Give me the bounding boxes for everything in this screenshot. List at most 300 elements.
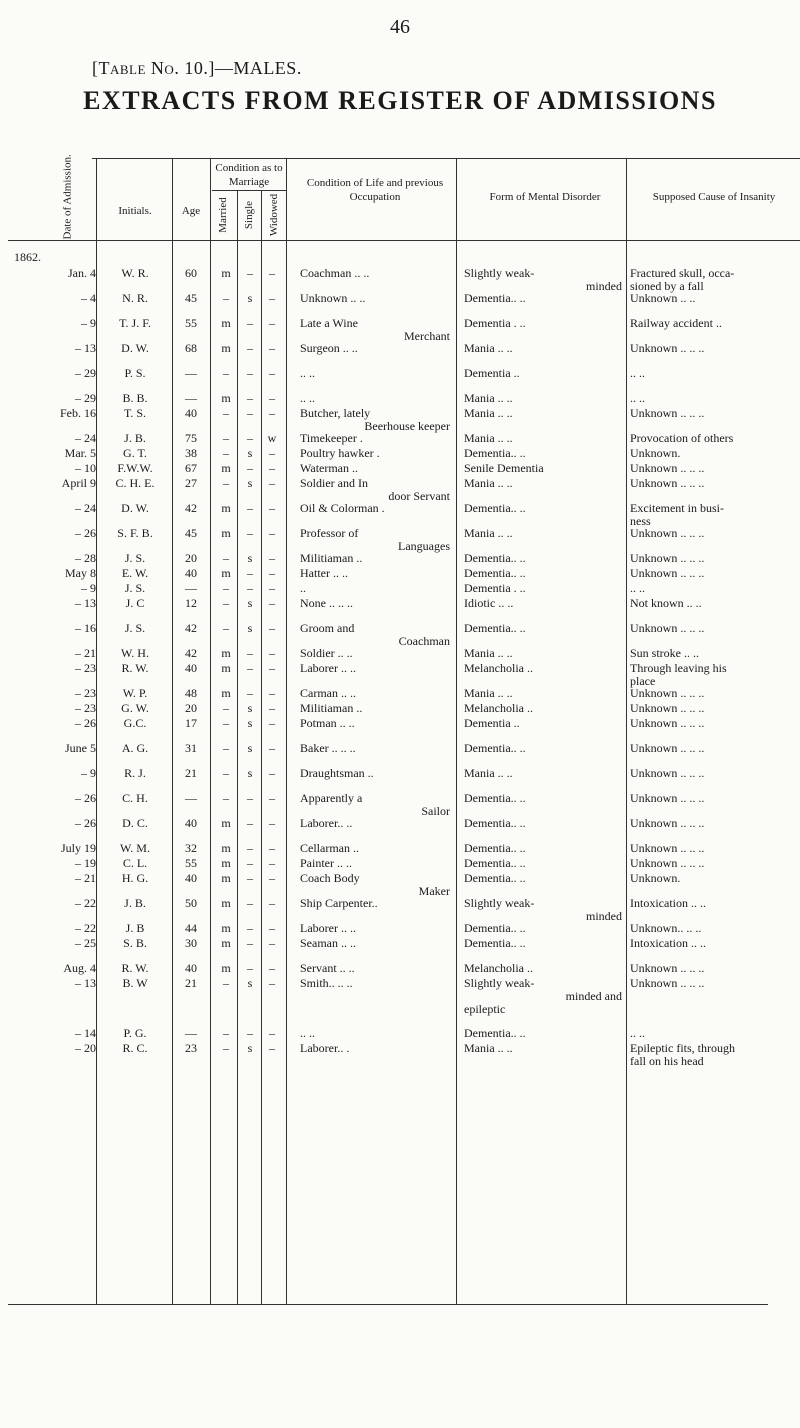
initials-cell: C. L. (122, 856, 148, 870)
admission-date: – 26 (75, 816, 96, 830)
form-cell: Senile Dementia (464, 461, 544, 475)
initials-cell: J. C (125, 596, 145, 610)
single-cell: – (247, 841, 253, 855)
occupation-cont-cell: Maker (418, 884, 450, 898)
initials-cell: D. C. (122, 816, 148, 830)
occupation-cont-cell: door Servant (388, 489, 450, 503)
admission-date: – 22 (75, 896, 96, 910)
occupation-cell: Butcher, lately (300, 406, 371, 420)
initials-cell: B. B. (122, 391, 148, 405)
year-label: 1862. (14, 250, 41, 264)
header-bottom-rule (8, 240, 800, 241)
occupation-cell: None .. .. .. (300, 596, 353, 610)
single-cell: – (247, 501, 253, 515)
married-cell: m (221, 566, 231, 580)
form-cell: Dementia.. .. (464, 936, 526, 950)
married-cell: – (223, 291, 229, 305)
form-cell: Dementia.. .. (464, 871, 526, 885)
married-cell: m (221, 896, 231, 910)
age-cell: 31 (185, 741, 197, 755)
initials-cell: J. B. (124, 896, 146, 910)
admission-date: – 16 (75, 621, 96, 635)
married-cell: – (223, 1041, 229, 1055)
widowed-cell: w (267, 431, 277, 445)
form-cell: Dementia.. .. (464, 921, 526, 935)
widowed-cell: – (269, 741, 275, 755)
occupation-cell: Professor of (300, 526, 359, 540)
married-cell: m (221, 936, 231, 950)
admission-date: – 20 (75, 1041, 96, 1055)
admission-date: – 25 (75, 936, 96, 950)
form-cell: Dementia.. .. (464, 816, 526, 830)
initials-cell: P. S. (124, 366, 146, 380)
form-cell: Mania .. .. (464, 1041, 513, 1055)
married-cell: m (221, 816, 231, 830)
single-cell: s (247, 701, 253, 715)
cause-cell: Unknown .. .. .. (630, 526, 705, 540)
single-cell: – (247, 341, 253, 355)
married-cell: m (221, 686, 231, 700)
cause-cell: Unknown .. .. .. (630, 621, 705, 635)
form-cell: Mania .. .. (464, 406, 513, 420)
widowed-cell: – (269, 551, 275, 565)
married-cell: – (223, 581, 229, 595)
single-cell: – (247, 936, 253, 950)
widowed-cell: – (269, 716, 275, 730)
single-cell: s (247, 976, 253, 990)
initials-cell: A. G. (121, 741, 149, 755)
married-cell: – (223, 596, 229, 610)
married-cell: – (223, 716, 229, 730)
cause-cell: Unknown .. .. .. (630, 476, 705, 490)
cause-cell: Unknown .. .. .. (630, 961, 705, 975)
initials-cell: W. H. (121, 646, 149, 660)
widowed-cell: – (269, 791, 275, 805)
occupation-cell: Baker .. .. .. (300, 741, 356, 755)
admission-date: April 9 (61, 476, 96, 490)
single-cell: – (247, 961, 253, 975)
widowed-cell: – (269, 896, 275, 910)
married-cell: m (221, 661, 231, 675)
admission-date: – 23 (75, 701, 96, 715)
married-cell: m (221, 341, 231, 355)
widowed-cell: – (269, 266, 275, 280)
widowed-cell: – (269, 581, 275, 595)
cause-cell: Unknown .. .. .. (630, 551, 705, 565)
age-cell: 21 (185, 766, 197, 780)
cause-cell: Through leaving his (630, 661, 727, 675)
single-cell: – (247, 366, 253, 380)
header-initials: Initials. (118, 205, 152, 217)
initials-cell: C. H. E. (115, 476, 155, 490)
initials-cell: G.C. (123, 716, 147, 730)
admission-date: July 19 (60, 841, 96, 855)
initials-cell: R. C. (122, 1041, 148, 1055)
cause-cell: Unknown. (630, 871, 681, 885)
header-top-rule (92, 158, 800, 159)
widowed-cell: – (269, 976, 275, 990)
initials-cell: F.W.W. (117, 461, 153, 475)
occupation-cell: Militiaman .. (300, 701, 363, 715)
col-rule-date (96, 158, 97, 1304)
occupation-cell: Apparently a (300, 791, 363, 805)
admission-date: June 5 (65, 741, 96, 755)
admission-date: Aug. 4 (63, 961, 96, 975)
age-cell: 40 (185, 566, 197, 580)
single-cell: – (247, 921, 253, 935)
occupation-cell: Unknown .. .. (300, 291, 366, 305)
age-cell: 17 (185, 716, 197, 730)
admission-date: – 23 (75, 686, 96, 700)
age-cell: 68 (185, 341, 197, 355)
occupation-cell: Laborer.. .. (300, 816, 353, 830)
single-cell: – (247, 661, 253, 675)
single-cell: s (247, 716, 253, 730)
header-occupation: Condition of Life and previous Occupation (306, 177, 444, 203)
age-cell: — (185, 391, 197, 405)
admission-date: – 26 (75, 716, 96, 730)
single-cell: s (247, 766, 253, 780)
cause-cell: Unknown .. .. (630, 291, 696, 305)
single-cell: s (247, 1041, 253, 1055)
married-cell: – (223, 766, 229, 780)
married-cell: m (221, 921, 231, 935)
married-cell: m (221, 316, 231, 330)
widowed-cell: – (269, 566, 275, 580)
admission-date: – 22 (75, 921, 96, 935)
initials-cell: S. B. (123, 936, 147, 950)
header-married: Married (217, 197, 229, 233)
table-sex: —MALES. (214, 58, 302, 78)
widowed-cell: – (269, 621, 275, 635)
cause-cell: Epileptic fits, through (630, 1041, 735, 1055)
admission-date: – 10 (75, 461, 96, 475)
single-cell: – (247, 856, 253, 870)
married-cell: – (223, 551, 229, 565)
cause-cont-cell: fall on his head (630, 1054, 704, 1068)
married-cell: m (221, 266, 231, 280)
married-cell: – (223, 791, 229, 805)
cause-cell: .. .. (630, 391, 645, 405)
widowed-cell: – (269, 596, 275, 610)
form-cell: Dementia.. .. (464, 791, 526, 805)
initials-cell: G. W. (121, 701, 149, 715)
initials-cell: R. W. (121, 661, 149, 675)
admission-date: – 26 (75, 526, 96, 540)
header-condition-group: Condition as to Marriage (215, 162, 283, 188)
form-cell: Dementia.. .. (464, 501, 526, 515)
age-cell: 23 (185, 1041, 197, 1055)
married-cell: – (223, 366, 229, 380)
initials-cell: W. P. (122, 686, 148, 700)
cause-cell: Unknown .. .. .. (630, 406, 705, 420)
single-cell: – (247, 526, 253, 540)
form-cont-cell: minded and (565, 989, 622, 1003)
married-cell: – (223, 741, 229, 755)
occupation-cell: Ship Carpenter.. (300, 896, 378, 910)
cause-cell: .. .. (630, 366, 645, 380)
cause-cell: Unknown .. .. .. (630, 341, 705, 355)
married-cell: m (221, 856, 231, 870)
widowed-cell: – (269, 841, 275, 855)
admission-date: – 28 (75, 551, 96, 565)
occupation-cont-cell: Languages (398, 539, 450, 553)
occupation-cell: Seaman .. .. (300, 936, 356, 950)
cause-cell: Railway accident .. (630, 316, 722, 330)
occupation-cell: Surgeon .. .. (300, 341, 358, 355)
form-cell: Mania .. .. (464, 341, 513, 355)
admission-date: Jan. 4 (68, 266, 96, 280)
admission-date: – 4 (81, 291, 96, 305)
age-cell: 30 (185, 936, 197, 950)
form-cell: Dementia.. .. (464, 446, 526, 460)
single-cell: s (247, 551, 253, 565)
widowed-cell: – (269, 661, 275, 675)
form-cell: Mania .. .. (464, 431, 513, 445)
form-cell: Slightly weak- (464, 896, 535, 910)
widowed-cell: – (269, 936, 275, 950)
single-cell: s (247, 741, 253, 755)
occupation-cell: Servant .. .. (300, 961, 355, 975)
header-age: Age (181, 205, 201, 217)
form-cell: Dementia.. .. (464, 841, 526, 855)
widowed-cell: – (269, 476, 275, 490)
cause-cell: Intoxication .. .. (630, 936, 706, 950)
form-cell: Mania .. .. (464, 646, 513, 660)
married-cell: – (223, 406, 229, 420)
page-number: 46 (390, 16, 410, 38)
initials-cell: T. J. F. (119, 316, 151, 330)
widowed-cell: – (269, 686, 275, 700)
col-rule-form (626, 158, 627, 1304)
single-cell: – (247, 871, 253, 885)
header-cause: Supposed Cause of Insanity (652, 191, 776, 203)
occupation-cell: Painter .. .. (300, 856, 352, 870)
age-cell: — (185, 581, 197, 595)
widowed-cell: – (269, 461, 275, 475)
col-rule-widowed (286, 158, 287, 1304)
widowed-cell: – (269, 701, 275, 715)
age-cell: 40 (185, 661, 197, 675)
form-cell: Slightly weak- (464, 266, 535, 280)
age-cell: 50 (185, 896, 197, 910)
single-cell: – (247, 816, 253, 830)
form-cell: Slightly weak- (464, 976, 535, 990)
cause-cell: Not known .. .. (630, 596, 702, 610)
form-cell: Dementia.. .. (464, 291, 526, 305)
age-cell: 27 (185, 476, 197, 490)
admission-date: – 29 (75, 366, 96, 380)
form-cont2-cell: epileptic (464, 1002, 506, 1016)
age-cell: 75 (185, 431, 197, 445)
initials-cell: J. B (125, 921, 145, 935)
age-cell: 45 (185, 526, 197, 540)
cause-cell: Unknown .. .. .. (630, 976, 705, 990)
occupation-cell: Oil & Colorman . (300, 501, 385, 515)
initials-cell: R. W. (121, 961, 149, 975)
widowed-cell: – (269, 341, 275, 355)
single-cell: – (247, 1026, 253, 1040)
form-cell: Dementia . .. (464, 316, 526, 330)
cause-cell: .. .. (630, 581, 645, 595)
admission-date: – 21 (75, 871, 96, 885)
form-cell: Mania .. .. (464, 526, 513, 540)
widowed-cell: – (269, 1041, 275, 1055)
single-cell: – (247, 566, 253, 580)
single-cell: – (247, 581, 253, 595)
married-cell: – (223, 476, 229, 490)
cause-cell: Unknown .. .. .. (630, 701, 705, 715)
col-rule-occupation (456, 158, 457, 1304)
single-cell: s (247, 621, 253, 635)
single-cell: – (247, 431, 253, 445)
widowed-cell: – (269, 501, 275, 515)
form-cell: Mania .. .. (464, 686, 513, 700)
admission-date: Feb. 16 (60, 406, 96, 420)
single-cell: s (247, 446, 253, 460)
occupation-cell: Soldier .. .. (300, 646, 353, 660)
single-cell: – (247, 461, 253, 475)
married-cell: – (223, 446, 229, 460)
age-cell: 12 (185, 596, 197, 610)
col-rule-age (210, 158, 211, 1304)
form-cell: Dementia . .. (464, 581, 526, 595)
form-cell: Dementia.. .. (464, 566, 526, 580)
initials-cell: R. J. (124, 766, 146, 780)
single-cell: – (247, 896, 253, 910)
widowed-cell: – (269, 526, 275, 540)
cause-cont-cell: sioned by a fall (630, 279, 704, 293)
single-cell: s (247, 596, 253, 610)
initials-cell: B. W (122, 976, 148, 990)
single-cell: s (247, 476, 253, 490)
widowed-cell: – (269, 856, 275, 870)
form-cell: Dementia.. .. (464, 621, 526, 635)
cause-cont-cell: place (630, 674, 656, 688)
single-cell: – (247, 391, 253, 405)
married-cell: – (223, 621, 229, 635)
initials-cell: C. H. (122, 791, 148, 805)
age-cell: — (185, 791, 197, 805)
occupation-cell: .. .. (300, 366, 315, 380)
age-cell: 20 (185, 701, 197, 715)
married-cell: m (221, 461, 231, 475)
admission-date: – 14 (75, 1026, 96, 1040)
occupation-cell: Militiaman .. (300, 551, 363, 565)
occupation-cell: Poultry hawker . (300, 446, 380, 460)
age-cell: 20 (185, 551, 197, 565)
admission-date: – 24 (75, 431, 96, 445)
cause-cell: Unknown. (630, 446, 681, 460)
married-cell: m (221, 841, 231, 855)
table-bottom-rule (8, 1304, 768, 1305)
cause-cell: .. .. (630, 1026, 645, 1040)
occupation-cell: Laborer.. . (300, 1041, 350, 1055)
admission-date: Mar. 5 (64, 446, 96, 460)
form-cell: Dementia.. .. (464, 856, 526, 870)
initials-cell: J. S. (124, 621, 146, 635)
widowed-cell: – (269, 316, 275, 330)
age-cell: — (185, 366, 197, 380)
initials-cell: E. W. (121, 566, 149, 580)
occupation-cell: Soldier and In (300, 476, 368, 490)
single-cell: – (247, 406, 253, 420)
table-number: [Table No. 10.] (92, 58, 215, 78)
cause-cell: Excitement in busi- (630, 501, 724, 515)
widowed-cell: – (269, 646, 275, 660)
header-date: Date of Admission. (61, 154, 74, 240)
widowed-cell: – (269, 921, 275, 935)
cause-cell: Unknown.. .. .. (630, 921, 702, 935)
occupation-cell: Carman .. .. (300, 686, 356, 700)
admission-date: – 23 (75, 661, 96, 675)
age-cell: 40 (185, 961, 197, 975)
occupation-cell: Waterman .. (300, 461, 359, 475)
initials-cell: G. T. (123, 446, 147, 460)
initials-cell: H. G. (121, 871, 149, 885)
initials-cell: W. R. (121, 266, 149, 280)
married-cell: m (221, 961, 231, 975)
married-cell: m (221, 526, 231, 540)
table-caption (92, 58, 302, 79)
age-cell: 32 (185, 841, 197, 855)
admission-date: – 13 (75, 596, 96, 610)
occupation-cell: Smith.. .. .. (300, 976, 353, 990)
age-cell: 21 (185, 976, 197, 990)
age-cell: 60 (185, 266, 197, 280)
col-rule-initials (172, 158, 173, 1304)
widowed-cell: – (269, 366, 275, 380)
form-cell: Dementia.. .. (464, 741, 526, 755)
initials-cell: S. F. B. (117, 526, 153, 540)
cause-cell: Provocation of others (630, 431, 734, 445)
initials-cell: T. S. (123, 406, 147, 420)
age-cell: 40 (185, 871, 197, 885)
form-cont-cell: minded (586, 279, 622, 293)
admission-date: – 13 (75, 341, 96, 355)
age-cell: 42 (185, 621, 197, 635)
form-cell: Idiotic .. .. (464, 596, 514, 610)
form-cell: Mania .. .. (464, 476, 513, 490)
occupation-cell: Laborer .. .. (300, 921, 356, 935)
initials-cell: J. B. (124, 431, 146, 445)
cause-cell: Intoxication .. .. (630, 896, 706, 910)
page-title: EXTRACTS FROM REGISTER OF ADMISSIONS (83, 86, 717, 115)
age-cell: 40 (185, 406, 197, 420)
age-cell: — (185, 1026, 197, 1040)
col-rule-married (237, 190, 238, 1304)
married-cell: – (223, 976, 229, 990)
widowed-cell: – (269, 391, 275, 405)
age-cell: 42 (185, 501, 197, 515)
cause-cell: Unknown .. .. .. (630, 841, 705, 855)
age-cell: 55 (185, 856, 197, 870)
occupation-cell: Potman .. .. (300, 716, 355, 730)
occupation-cell: .. .. (300, 1026, 315, 1040)
married-cell: – (223, 431, 229, 445)
admission-date: – 24 (75, 501, 96, 515)
cause-cell: Unknown .. .. .. (630, 791, 705, 805)
age-cell: 48 (185, 686, 197, 700)
widowed-cell: – (269, 291, 275, 305)
form-cell: Melancholia .. (464, 661, 533, 675)
occupation-cell: Coach Body (300, 871, 360, 885)
admission-date: May 8 (65, 566, 96, 580)
form-cell: Mania .. .. (464, 766, 513, 780)
initials-cell: N. R. (122, 291, 148, 305)
initials-cell: P. G. (123, 1026, 147, 1040)
occupation-cell: Timekeeper . (300, 431, 363, 445)
